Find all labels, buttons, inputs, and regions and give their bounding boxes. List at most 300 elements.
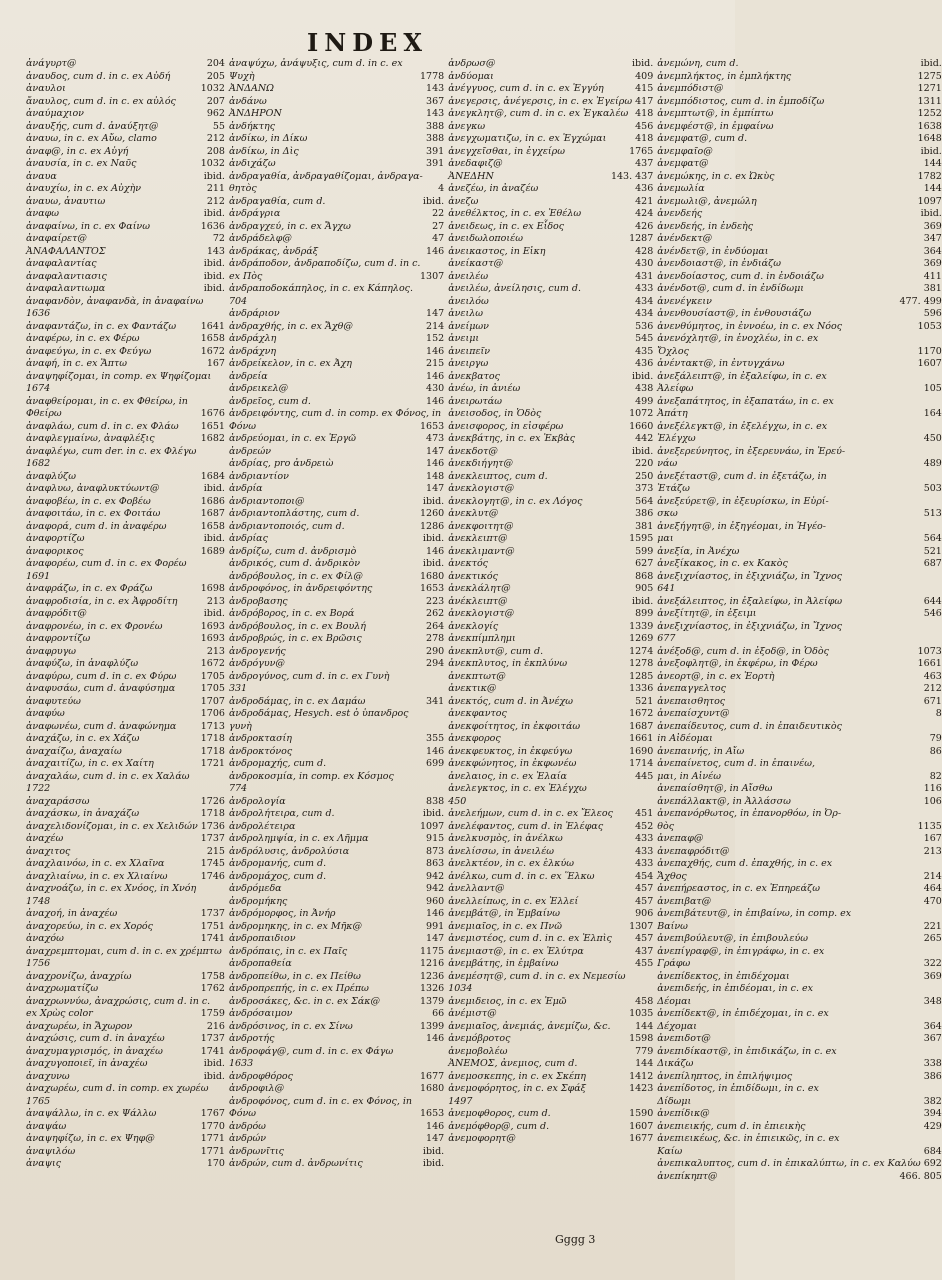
index-entry <box>448 808 653 821</box>
page-reference <box>222 883 225 896</box>
index-term: ἀνεπίδεκτ@, in ἐπιδέχομαι, in c. ex <box>657 1008 829 1019</box>
page-reference: 429 <box>923 1120 942 1132</box>
index-term: ἀνδροκοσμία, in comp. ex Κόσμος <box>228 770 394 782</box>
index-term: ἀνεξάλειπτος, in ἐξαλείφω, in Ἀλείφω <box>657 595 843 607</box>
index-entry <box>657 1171 942 1184</box>
page-reference: 1598 <box>629 1033 654 1044</box>
column-2 <box>229 58 444 1218</box>
page-reference: 409 <box>635 70 654 82</box>
page-reference: ibid. <box>422 808 445 819</box>
page-reference: 1072 <box>629 408 654 419</box>
index-entry <box>26 633 225 646</box>
page-reference: 1689 <box>200 545 225 557</box>
index-term: 1765 <box>26 1095 51 1107</box>
page-reference <box>939 521 942 534</box>
index-entry <box>448 233 653 246</box>
index-term: Ἐτάζω <box>657 483 690 494</box>
index-entry <box>448 133 653 146</box>
index-term: ἀνεμοφόρητος, in c. ex Σφάξ <box>448 1083 586 1094</box>
page-reference: 463 <box>923 670 942 682</box>
column-4 <box>657 58 942 1218</box>
index-entry <box>657 658 942 671</box>
column-3 <box>448 58 653 1218</box>
page-reference: 147 <box>426 483 445 494</box>
index-entry <box>229 158 444 171</box>
page-reference: ibid. <box>631 595 654 607</box>
index-entry <box>229 458 444 471</box>
page-reference: 1399 <box>420 1020 445 1032</box>
index-entry <box>657 896 942 909</box>
index-entry <box>448 883 653 896</box>
page-reference: 86 <box>929 745 942 757</box>
page-reference: 208 <box>206 145 225 157</box>
index-term: ἀνέω, in ἀνιέω <box>448 383 521 394</box>
index-entry <box>448 608 653 621</box>
index-term: ἀνεξία, in Ἀνέχω <box>657 545 740 557</box>
index-entry <box>657 521 942 534</box>
index-entry <box>229 1096 444 1109</box>
index-entry <box>26 1158 225 1171</box>
index-term: ἀνεπαινής, in Αἴω <box>657 745 745 757</box>
index-term: ἀναχνοάζω, in c. ex Χνόος, in Χνόη <box>26 883 197 894</box>
index-term: ἀνδρίζω, cum d. ἀνδρισμὸ <box>228 545 357 557</box>
index-term: ἀνδρεία <box>228 370 268 382</box>
page-reference: 437 <box>635 158 654 169</box>
index-entry <box>448 221 653 234</box>
index-term: ἀνεπίδεκτος, in ἐπιδέχομαι <box>657 970 790 982</box>
index-entry <box>229 633 444 646</box>
page-reference: 546 <box>923 608 942 619</box>
index-entry <box>448 846 653 859</box>
page-reference <box>939 471 942 484</box>
index-entry <box>657 171 942 184</box>
page-reference: 381 <box>923 283 942 294</box>
index-term: ἀνειλόω <box>448 295 489 307</box>
index-entry <box>657 321 942 334</box>
index-term: ἀναφλάω, cum d. in c. ex Φλάω <box>26 420 179 432</box>
page-reference: 1771 <box>200 1145 225 1157</box>
index-term: ἀνεισοδος, in Ὁδὸς <box>448 408 542 419</box>
index-term: ἀναχορεύω, in c. ex Χορός <box>26 920 153 932</box>
index-term: ἀνεμβάτ@, in Ἐμβαίνω <box>448 908 560 919</box>
index-term: ἀνδροφόνος, cum d. in c. ex Φόνος, in <box>228 1095 413 1107</box>
page-reference: 503 <box>923 483 942 494</box>
index-term: ἀνεπιεικέως, &c. in ἐπιεικῶς, in c. ex <box>657 1133 840 1144</box>
page-reference: 147 <box>426 308 445 319</box>
index-entry <box>229 571 444 584</box>
index-term: ἀνδρόβουλος, in c. ex Βουλή <box>228 620 366 632</box>
index-term: ἀναφρυγω <box>26 645 77 657</box>
index-term: ἀνεισφορος, in εἰσφέρω <box>448 420 564 432</box>
index-term: ἀνδροπαθεία <box>228 958 292 969</box>
index-entry <box>448 371 653 384</box>
page-reference: 221 <box>923 920 942 932</box>
index-term: ἄναυλος, cum d. in c. ex αὐλός <box>26 95 176 107</box>
index-term: ἈΝΔΑΝΩ <box>228 83 275 94</box>
index-term: ἀνεπιβάτευτ@, in ἐπιβαίνω, in comp. ex <box>657 908 852 919</box>
index-term: ἀνεθέλκτος, in c. ex Ἐθέλω <box>448 208 582 219</box>
index-term: ἀναφή, in c. ex Ἅπτω <box>26 358 128 369</box>
index-term: ἀνεμοσκεπης, in c. ex Σκέπη <box>448 1070 586 1082</box>
index-entry <box>229 146 444 159</box>
index-term: ἀνεπανόρθωτος, in ἐπανορθόω, in Ὀρ- <box>657 808 842 819</box>
index-term: ἀνδρομαχής, cum d. <box>228 758 327 769</box>
page-reference: 1269 <box>629 633 654 644</box>
page-reference: 466. 805 <box>899 1170 942 1182</box>
page-reference: 381 <box>635 520 654 532</box>
page-reference: 146 <box>426 395 445 407</box>
index-term: ἀνδροφόνος, in ἀνδρειφόντης <box>228 583 373 594</box>
page-reference: 212 <box>206 195 225 207</box>
index-term: ἀνελεγκτος, in c. ex Ἐλέγχω <box>448 783 587 794</box>
index-term: ἀναχάσκω, in ἀναχάζω <box>26 808 140 819</box>
index-term: ἀνεμιστέος, cum d. in c. ex Ἐλπὶς <box>448 933 612 944</box>
index-entry <box>448 121 653 134</box>
index-term: ἀνδρία <box>228 483 263 494</box>
index-term: ἀνδρεῖος, cum d. <box>228 395 311 407</box>
index-entry <box>657 283 942 296</box>
index-term: ἀνδροβασης <box>228 595 288 607</box>
index-entry <box>657 783 942 796</box>
index-term: ἀνεπίδικ@ <box>657 1108 710 1119</box>
page-reference <box>441 1046 444 1059</box>
index-entry <box>26 1008 225 1021</box>
index-term: ἀναυδος, cum d. in c. ex Αὐδή <box>26 70 171 82</box>
index-term: ἀνεμόφθορ@, cum d. <box>448 1120 550 1132</box>
index-entry <box>229 783 444 796</box>
page-reference <box>222 446 225 459</box>
index-term: ἀνεκλογητ@, in c. ex Λόγος <box>448 495 583 507</box>
page-reference: 1680 <box>420 1083 445 1094</box>
page-reference: 1718 <box>200 745 225 757</box>
index-entry <box>26 1083 225 1096</box>
page-reference: 146 <box>426 370 445 382</box>
index-term: ἀναφύω <box>26 708 65 719</box>
page-reference: 220 <box>635 458 654 469</box>
index-term: ἀναφλύζω <box>26 470 76 482</box>
index-term: ἀνδρογενής <box>228 645 286 657</box>
page-reference: ibid. <box>203 170 225 182</box>
index-term: 1691 <box>26 570 51 582</box>
page-reference <box>441 408 444 421</box>
index-term: σκω <box>657 508 678 519</box>
page-reference <box>441 296 444 309</box>
index-term: ἀνδρολέτειρα <box>228 820 296 832</box>
page-reference: 146 <box>426 245 445 257</box>
index-term: 1682 <box>26 458 51 469</box>
index-term: ἀνδροτής <box>228 1033 275 1044</box>
page-reference: 1590 <box>629 1108 654 1119</box>
index-entry <box>229 1083 444 1096</box>
index-term: ἀναφέρω, in c. ex Φέρω <box>26 333 140 344</box>
index-term: ἀνεκβάτης, in c. ex Ἐκβὰς <box>448 433 576 444</box>
index-entry <box>657 921 942 934</box>
index-entry <box>657 308 942 321</box>
page-reference: 72 <box>212 233 225 244</box>
index-entry <box>657 196 942 209</box>
page-reference: 1680 <box>420 570 445 582</box>
index-entry <box>229 71 444 84</box>
index-entry <box>657 1133 942 1146</box>
index-term: ἀνδρόπαις, in c. ex Παῖς <box>228 945 348 957</box>
page-reference: 1278 <box>629 658 654 669</box>
index-term: ἈΝΑΦΑΛΑΝΤΟΣ <box>26 245 106 257</box>
index-entry <box>448 546 653 559</box>
index-entry <box>229 283 444 296</box>
page-reference: 147 <box>426 1133 445 1144</box>
index-term: ἀνεκπλυτος, in ἐκπλύνω <box>448 658 568 669</box>
page-reference: 322 <box>923 958 942 969</box>
page-reference: 596 <box>923 308 942 319</box>
index-term: ἀναφορά, cum d. in ἀναφέρω <box>26 520 167 532</box>
index-term: ἀναχωρέω, in Ἄχωρον <box>26 1020 133 1032</box>
index-term: ἀνεπικαλυπτος, cum d. in ἐπικαλύπτω, in c. ex Καλύω <box>657 1158 921 1169</box>
page-reference: 146 <box>426 1120 445 1132</box>
index-term: ἀνεπαίσθητ@, in Αἴσθω <box>657 783 773 794</box>
index-term: ἀνειρωτάω <box>448 395 502 407</box>
page-reference: 452 <box>635 820 654 832</box>
index-term: 1633 <box>228 1058 254 1069</box>
index-term: ἀνδρεύομαι, in c. ex Ἐργῶ <box>228 433 357 444</box>
page-reference: 207 <box>206 95 225 107</box>
index-term: ἀνδροπρεπής, in c. ex Πρέπω <box>228 983 369 994</box>
page-reference: 536 <box>635 320 654 332</box>
page-reference <box>650 983 653 996</box>
index-term: ἀνδρόβορος, in c. ex Βορά <box>228 608 355 619</box>
index-term: ἀνδροσάκες, &c. in c. ex Σάκ@ <box>228 995 380 1007</box>
index-term: μαι, in Αἰνέω <box>657 770 721 782</box>
index-term: ἀνεκλιμαντ@ <box>448 545 515 557</box>
index-term: ἀνεπαχθής, cum d. ἐπαχθής, in c. ex <box>657 858 833 869</box>
page-reference: 521 <box>923 545 942 557</box>
page-reference: 391 <box>426 145 445 157</box>
index-entry <box>657 596 942 609</box>
index-term: ἀνεμβάτης, in ἐμβαίνω <box>448 958 559 969</box>
index-entry <box>26 821 225 834</box>
page-reference <box>222 958 225 971</box>
index-entry <box>26 1121 225 1134</box>
page-reference: ibid. <box>203 258 225 269</box>
index-term: ἀνδρολήτειρα, cum d. <box>228 808 335 819</box>
index-term: ἀνεκπίμπλημι <box>448 633 516 644</box>
index-term: ἀνεξερεύνητος, in ἐξερευνάω, in Ἐρεύ- <box>657 445 846 457</box>
page-reference: 1653 <box>420 583 445 594</box>
page-reference: 167 <box>206 358 225 369</box>
index-term: Φόνω <box>228 420 256 432</box>
index-term: ἀναχυμαγρισμός, in ἀναχέω <box>26 1045 163 1057</box>
page-reference <box>939 1133 942 1146</box>
index-entry <box>229 346 444 359</box>
page-reference: 1718 <box>200 733 225 744</box>
index-entry <box>229 733 444 746</box>
index-entry <box>657 746 942 759</box>
index-entry <box>657 471 942 484</box>
index-entry <box>26 858 225 871</box>
page-reference <box>441 671 444 684</box>
page-reference: 1672 <box>200 345 225 357</box>
page-reference: ibid. <box>203 533 225 544</box>
page-reference: 1686 <box>200 495 225 507</box>
page-reference: 436 <box>635 358 654 369</box>
index-entry <box>657 671 942 684</box>
index-entry <box>26 533 225 546</box>
index-entry <box>657 958 942 971</box>
page-reference: 143. 437 <box>610 170 654 182</box>
index-entry <box>448 558 653 571</box>
page-reference: 1595 <box>629 533 654 544</box>
index-term: ἀνενέγκειν <box>657 295 712 307</box>
index-term: ἀναφω <box>26 208 60 219</box>
index-term: ἀνεμπλήκτος, in ἐμπλήκτης <box>657 70 792 82</box>
page-reference: 146 <box>426 745 445 757</box>
page-reference: 1706 <box>200 708 225 719</box>
index-entry <box>448 246 653 259</box>
index-entry <box>448 1108 653 1121</box>
index-term: ἀναχρονίζω, ἀναχρίω <box>26 970 132 982</box>
index-entry <box>229 1146 444 1159</box>
index-entry <box>657 258 942 271</box>
page-reference: 435 <box>635 345 654 357</box>
index-term: ἀνειλέω, ἀνείλησις, cum d. <box>448 283 581 294</box>
index-term: ἀνειργω <box>448 358 489 369</box>
page-reference: 1651 <box>200 420 225 432</box>
index-entry <box>657 558 942 571</box>
index-entry <box>26 796 225 809</box>
page-reference <box>939 946 942 959</box>
page-reference: ibid. <box>203 1070 225 1082</box>
index-term: ἀναφορικος <box>26 545 84 557</box>
index-entry <box>229 1046 444 1059</box>
index-term: ἀναφεύγω, in c. ex Φεύγω <box>26 345 152 357</box>
index-term: Δίδωμι <box>657 1095 692 1107</box>
index-term: ἀναφθείρομαι, in c. ex Φθείρω, in <box>26 395 188 407</box>
page-reference: 438 <box>635 383 654 394</box>
page-reference: 415 <box>635 83 654 94</box>
page-reference: 513 <box>923 508 942 519</box>
page-reference <box>650 796 653 809</box>
page-reference: 684 <box>923 1145 942 1157</box>
index-term: ex Πὸς <box>228 270 263 282</box>
page-reference: 146 <box>426 458 445 469</box>
index-term: ἈΝΕΔΗΝ <box>448 170 494 182</box>
index-term: ἀνεκδιήγητ@ <box>448 458 513 469</box>
index-term: ἀνεπίδοτος, in ἐπιδίδωμι, in c. ex <box>657 1083 819 1094</box>
index-entry <box>657 846 942 859</box>
page-reference: ibid. <box>422 1158 445 1169</box>
page-reference: ibid. <box>631 445 654 457</box>
index-entry <box>229 933 444 946</box>
index-term: ἀνδράποδον, ἀνδραποδίζω, cum d. in c. <box>228 258 421 269</box>
index-entry <box>26 221 225 234</box>
index-term: ἀνεικαστος, in Εἰκη <box>448 245 546 257</box>
index-term: ἀνδρίας, pro ἀνδρειὼ <box>228 458 334 469</box>
index-term: ἀνεπίκηπτ@ <box>657 1170 718 1182</box>
index-entry <box>448 683 653 696</box>
page-reference: 170 <box>206 1158 225 1169</box>
index-term: ἀνδραγχεύ, in c. ex Ἄγχω <box>228 220 351 232</box>
index-term: ἀνδίκω, in Δίκω <box>228 133 308 144</box>
index-term: ἀνενδοίαστος, cum d. in ἐνδοιάζω <box>657 270 824 282</box>
page-reference: 1412 <box>629 1070 654 1082</box>
index-entry <box>229 646 444 659</box>
page-reference: 1097 <box>420 820 445 832</box>
index-entry <box>657 158 942 171</box>
index-entry <box>448 158 653 171</box>
page-reference: 434 <box>635 295 654 307</box>
page-reference: 1770 <box>200 1120 225 1132</box>
page-reference: 442 <box>635 433 654 444</box>
page-reference: 1737 <box>200 1033 225 1044</box>
index-entry <box>657 1083 942 1096</box>
page-title: INDEX <box>307 28 428 57</box>
page-reference: 215 <box>426 358 445 369</box>
index-term: ἀνδριαντοπλάστης, cum d. <box>228 508 360 519</box>
page-reference <box>939 1083 942 1096</box>
index-entry <box>448 721 653 734</box>
page-reference: 1737 <box>200 908 225 919</box>
index-entry <box>26 458 225 471</box>
index-term: ἀνεκλυτ@ <box>448 508 499 519</box>
page-reference <box>222 308 225 321</box>
index-entry <box>657 583 942 596</box>
index-term: ἀναφλεγμαίνω, ἀναφλέξις <box>26 433 155 444</box>
index-term: ἀναφαίρετ@ <box>26 233 87 244</box>
page-reference: 1252 <box>917 108 942 119</box>
page-reference: 1035 <box>629 1008 654 1019</box>
index-entry <box>26 471 225 484</box>
index-term: ἀνέμιστ@ <box>448 1008 497 1019</box>
index-entry <box>26 946 225 959</box>
index-entry <box>657 371 942 384</box>
page-reference <box>939 621 942 634</box>
index-term: ἀνδραποδοκάπηλος, in c. ex Κάπηλος. <box>228 283 414 294</box>
index-entry <box>448 833 653 846</box>
index-term: ἀνδρωσ@ <box>448 58 496 69</box>
index-entry <box>229 321 444 334</box>
index-term: ἀναυξής, cum d. ἀναύξητ@ <box>26 120 159 132</box>
index-entry <box>26 396 225 409</box>
index-entry <box>229 83 444 96</box>
page-reference: 421 <box>635 195 654 207</box>
page-reference: 1759 <box>200 1008 225 1019</box>
page-reference: 223 <box>426 595 445 607</box>
index-entry <box>229 258 444 271</box>
index-term: ἀναχόω <box>26 933 64 944</box>
index-entry <box>229 121 444 134</box>
index-term: ἀνεμιαῖος, ἀνεμιάς, ἀνεμίζω, &c. <box>448 1020 611 1032</box>
index-entry <box>229 296 444 309</box>
index-entry <box>448 71 653 84</box>
index-entry <box>657 146 942 159</box>
index-entry <box>448 746 653 759</box>
index-term: ἀνδριαντίον <box>228 470 289 482</box>
index-term: ἀνένδετ@, in ἐνδύομαι <box>657 245 769 257</box>
index-term: ἀνεπαισθητος <box>657 695 726 707</box>
page-reference: 1782 <box>917 170 942 182</box>
index-term: ἀνεπαίδευτος, cum d. in ἐπαιδευτικὸς <box>657 720 842 732</box>
index-entry <box>229 608 444 621</box>
index-entry <box>657 1046 942 1059</box>
index-entry <box>26 346 225 359</box>
index-term: ἀναφοβέω, in c. ex Φοβέω <box>26 495 151 507</box>
page-reference: 451 <box>635 808 654 819</box>
page-reference: 960 <box>426 895 445 907</box>
index-entry <box>657 246 942 259</box>
index-term: ἀναφλυω, ἀναφλυκτύωντ@ <box>26 483 160 494</box>
page-reference: 962 <box>206 108 225 119</box>
index-entry <box>657 71 942 84</box>
index-entry <box>448 646 653 659</box>
